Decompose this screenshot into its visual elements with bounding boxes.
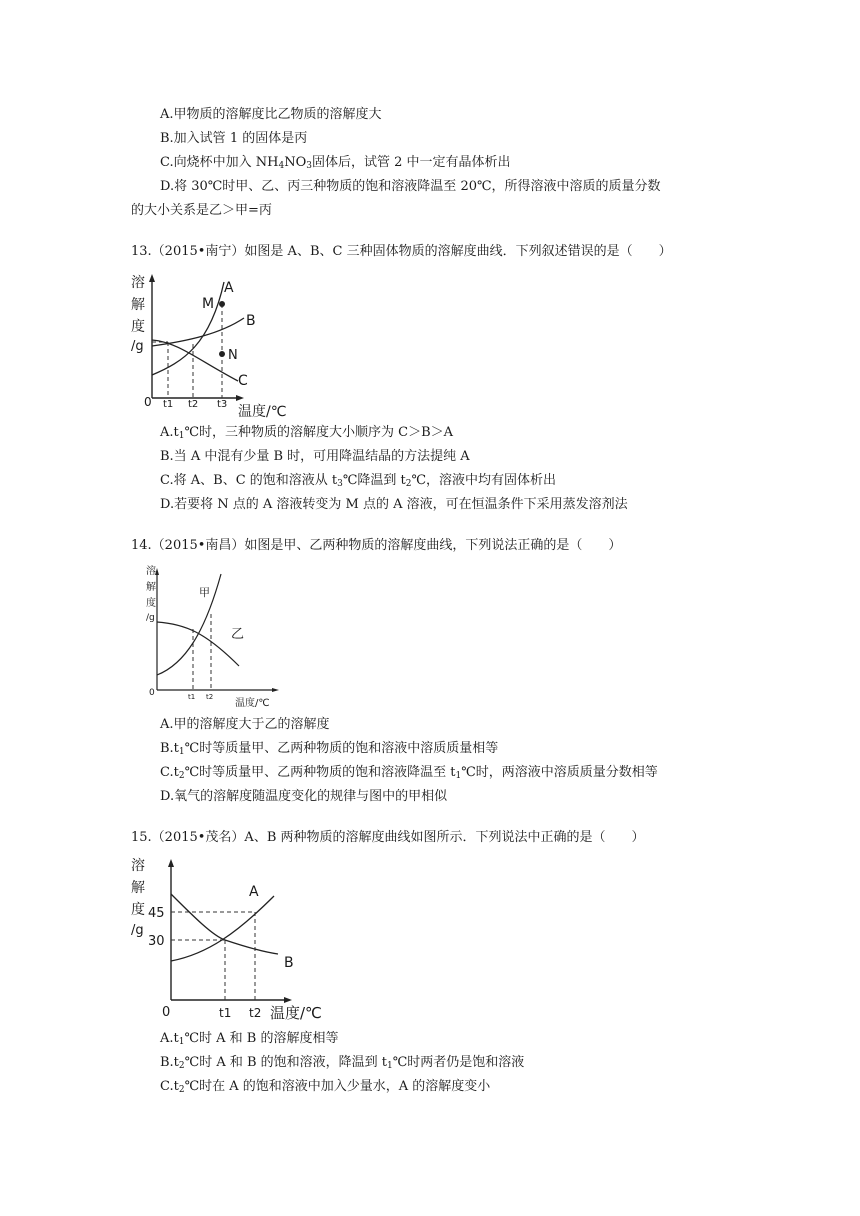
q13-series-a-label: A <box>224 280 234 296</box>
q15-tick-45: 45 <box>148 906 165 921</box>
q15-tick-30: 30 <box>148 934 165 949</box>
q12-option-a: A.甲物质的溶解度比乙物质的溶解度大 <box>160 107 382 122</box>
q13-solubility-chart <box>128 270 308 420</box>
q15-option-a: $A.t_1℃$时 A 和 B 的溶解度相等 <box>160 1031 339 1047</box>
q13-curve-b <box>152 318 244 346</box>
q15-series-b-label: B <box>284 955 294 971</box>
q13-label-m: M <box>202 296 215 312</box>
q13-x-arrow <box>236 395 244 401</box>
q13-option-b: B.当 A 中混有少量 B 时，可用降温结晶的方法提纯 A <box>160 449 470 464</box>
q15-option-c: $C.t_2℃$时在 A 的饱和溶液中加入少量水，A 的溶解度变小 <box>160 1079 491 1095</box>
q13-origin: 0 <box>144 395 152 409</box>
q15-ylabel-3: 度 <box>131 902 145 918</box>
q13-stem: 13.（2015•南宁）如图是 A、B、C 三种固体物质的溶解度曲线．下列叙述错误的是（ ） <box>131 244 672 259</box>
q14-option-d: D.氧气的溶解度随温度变化的规律与图中的甲相似 <box>160 789 448 804</box>
q14-option-c: $C.t_2℃$时等质量甲、乙两种物质的饱和溶液降温至 $t_1℃$时，两溶液中溶质质量分数相等 <box>160 765 658 781</box>
q15-ylabel-4: /g <box>131 923 144 938</box>
q14-option-a: A.甲的溶解度大于乙的溶解度 <box>160 717 330 732</box>
q13-option-d: D.若要将 N 点的 A 溶液转变为 M 点的 A 溶液，可在恒温条件下采用蒸发溶剂法 <box>160 497 628 512</box>
q14-tick-t2: t2 <box>206 693 214 701</box>
q15-xlabel: 温度/℃ <box>270 1004 322 1022</box>
q13-tick-t3: t3 <box>217 399 228 410</box>
q14-option-b: $B.t_1℃$时等质量甲、乙两种物质的饱和溶液中溶质质量相等 <box>160 741 499 757</box>
q13-label-n: N <box>228 348 238 363</box>
q14-xlabel: 温度/℃ <box>235 698 270 709</box>
q15-ylabel-2: 解 <box>131 880 145 896</box>
q13-point-m <box>219 301 225 307</box>
q14-tick-t1: t1 <box>188 693 196 701</box>
q14-x-arrow <box>272 688 279 692</box>
q12-option-d-continued: 的大小关系是乙＞甲=丙 <box>131 203 272 218</box>
q13-ylabel-3: 度 <box>131 319 145 335</box>
q13-point-n <box>219 351 225 357</box>
q13-series-c-label: C <box>238 373 248 389</box>
q14-origin: 0 <box>149 688 155 698</box>
q13-ylabel-4: /g <box>131 339 144 354</box>
q14-series-jia-label: 甲 <box>199 586 210 599</box>
q15-origin: 0 <box>162 1005 171 1020</box>
q12-option-d: D.将 30℃时甲、乙、丙三种物质的饱和溶液降温至 20℃，所得溶液中溶质的质量分数 <box>160 179 661 194</box>
q13-ylabel-1: 溶 <box>131 275 145 291</box>
q15-stem: 15.（2015•茂名）A、B 两种物质的溶解度曲线如图所示．下列说法中正确的是（ ） <box>131 830 645 845</box>
q14-ylabel-3: 度 <box>146 598 156 609</box>
q14-curve-yi <box>157 622 239 666</box>
q14-ylabel-2: 解 <box>146 582 156 593</box>
q15-series-a-label: A <box>249 884 259 900</box>
q15-tick-t1: t1 <box>219 1006 232 1020</box>
q15-option-b: $B.t_2℃$时 A 和 B 的饱和溶液，降温到 $t_1℃$时两者仍是饱和溶液 <box>160 1055 525 1071</box>
q13-tick-t1: t1 <box>163 399 174 410</box>
q13-option-c: C.将 A、B、C 的饱和溶液从 $t_3℃$降温到 $t_2℃$，溶液中均有固体析出 <box>160 473 557 489</box>
q14-stem: 14.（2015•南昌）如图是甲、乙两种物质的溶解度曲线，下列说法正确的是（ ） <box>131 538 622 553</box>
q13-xlabel: 温度/℃ <box>238 404 287 420</box>
q12-option-c: C.向烧杯中加入 $NH_4NO_3$固体后，试管 2 中一定有晶体析出 <box>160 155 511 171</box>
q14-ylabel-1: 溶 <box>146 566 156 577</box>
q15-solubility-chart <box>128 854 328 1024</box>
q15-tick-t2: t2 <box>249 1006 262 1020</box>
q15-curve-b <box>171 894 278 954</box>
q13-tick-t2: t2 <box>188 399 199 410</box>
q15-ylabel-1: 溶 <box>131 858 145 874</box>
q14-series-yi-label: 乙 <box>231 627 245 642</box>
q13-y-arrow <box>149 274 155 282</box>
q13-option-a: $A.t_1℃$时，三种物质的溶解度大小顺序为 C＞B＞A <box>160 425 454 441</box>
q12-option-b: B.加入试管 1 的固体是丙 <box>160 131 308 146</box>
q15-x-arrow <box>284 997 292 1003</box>
q13-ylabel-2: 解 <box>131 297 145 313</box>
q14-ylabel-4: /g <box>146 613 155 623</box>
q13-series-b-label: B <box>246 313 256 329</box>
q15-curve-a <box>171 896 274 961</box>
q14-solubility-chart <box>145 562 285 712</box>
q15-y-arrow <box>168 859 174 867</box>
